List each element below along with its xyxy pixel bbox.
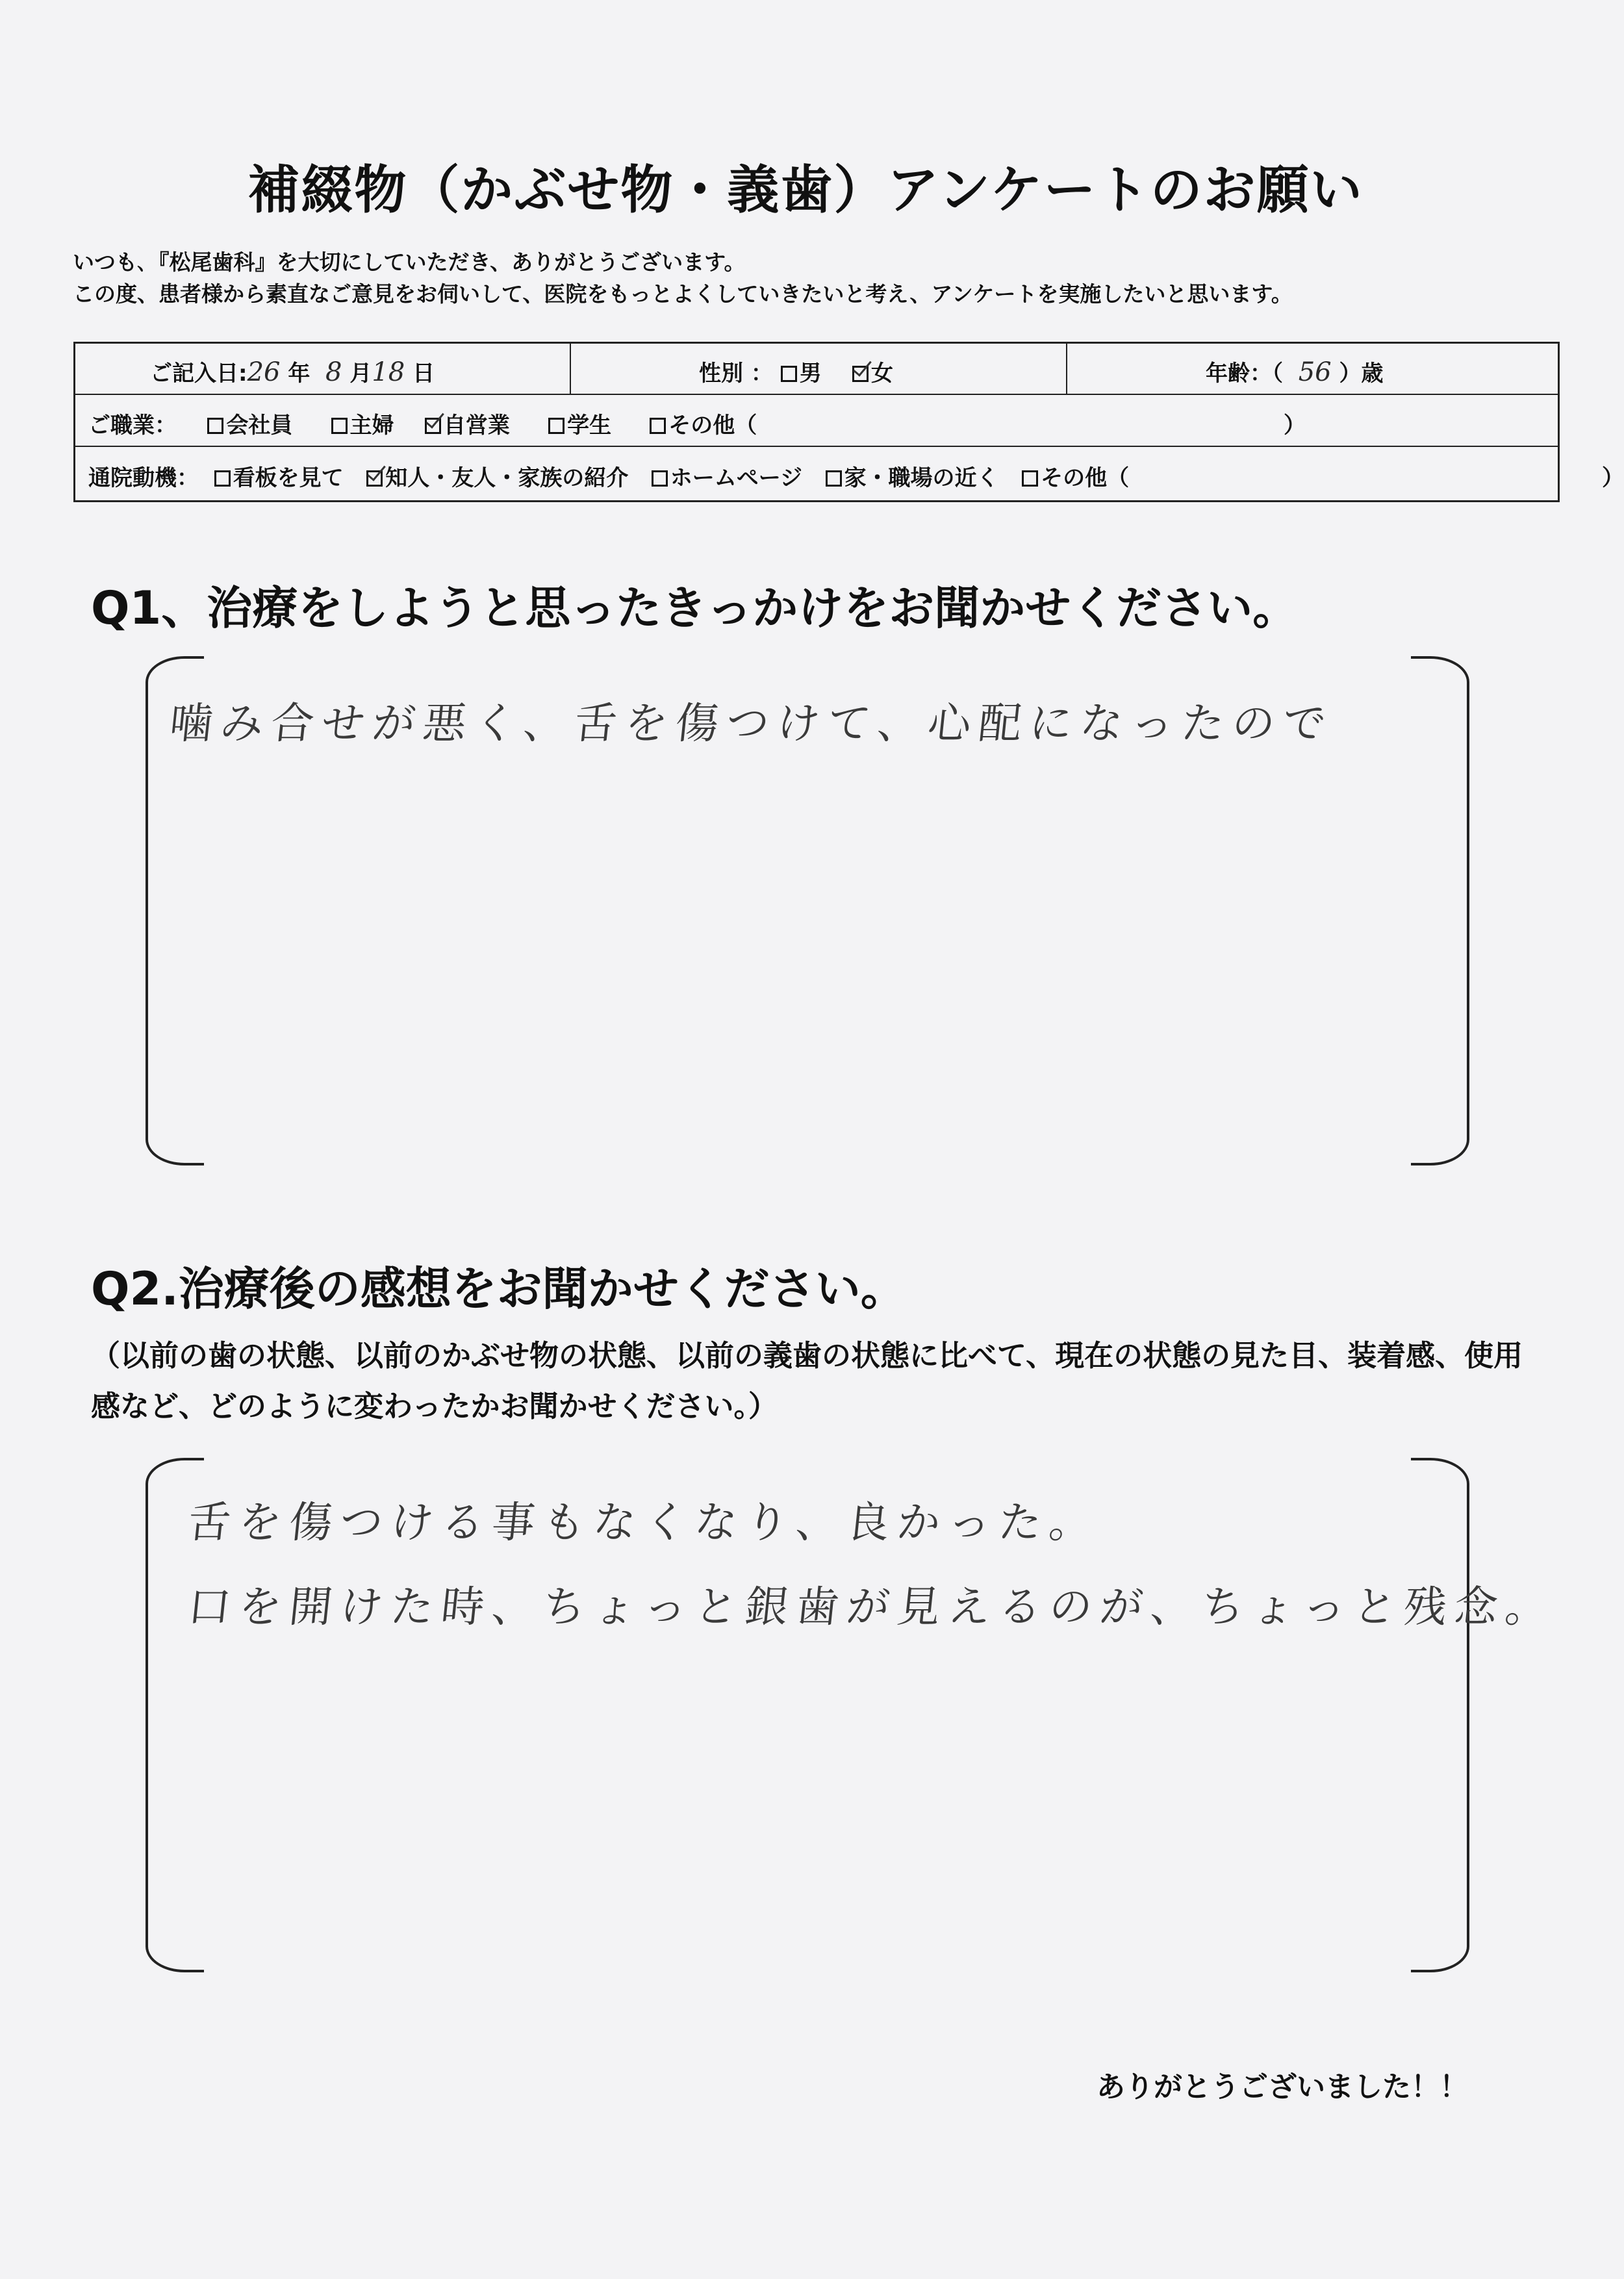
occupation-other-checkbox[interactable] [650, 418, 666, 434]
gender-field [699, 355, 893, 387]
occupation-student-checkbox[interactable] [548, 418, 565, 434]
occupation-option-selfemployed: 自営業 [443, 413, 510, 439]
occupation-label: ご職業： [88, 413, 177, 439]
day-label: 日 [412, 361, 435, 387]
age-suffix: ）歳 [1339, 361, 1384, 387]
motive-close-paren: ） [1602, 465, 1624, 491]
occupation-housewife-checkbox[interactable] [331, 418, 348, 434]
occupation-option-student: 学生 [567, 413, 612, 439]
motive-referral-checkbox[interactable] [366, 470, 383, 487]
info-row-date-gender-age [75, 344, 1558, 395]
occupation-close-paren: ） [1284, 413, 1306, 439]
occupation-option-company: 会社員 [226, 413, 293, 439]
info-row-motive [75, 447, 1624, 500]
gender-label: 性別 ： [699, 361, 773, 387]
intro-line-2: この度、患者様から素直なご意見をお伺いして、医院をもっとよくしていきたいと考え、アンケートを実施したいと思います。 [73, 281, 1293, 307]
motive-homepage-checkbox[interactable] [652, 470, 668, 487]
occupation-option-other: その他（ [668, 413, 757, 439]
year-label: 年 [288, 361, 311, 387]
intro-line-1: いつも､『松尾歯科』を大切にしていただき、ありがとうございます。 [73, 249, 746, 275]
gender-male-checkbox[interactable] [781, 366, 797, 382]
motive-option-other: その他（ [1041, 465, 1130, 491]
q2-question: Q2.治療後の感想をお聞かせください。 [91, 1262, 906, 1316]
q1-answer[interactable]: 噛み合せが悪く、舌を傷つけて、心配になったので [167, 698, 1336, 748]
motive-nearby-checkbox[interactable] [826, 470, 842, 487]
patient-info-table [73, 342, 1624, 502]
occupation-field [88, 407, 757, 439]
info-row-occupation [75, 395, 1558, 447]
occupation-option-housewife: 主婦 [349, 413, 394, 439]
date-label: ご記入日: [150, 361, 247, 387]
gender-female-label: 女 [871, 361, 894, 387]
q1-bracket-right [1411, 656, 1469, 1165]
motive-signboard-checkbox[interactable] [214, 470, 231, 487]
age-label: 年齢：（ [1206, 361, 1283, 387]
q2-answer-line-1[interactable]: 舌を傷つける事もなくなり、良かった。 [185, 1497, 1103, 1547]
motive-option-homepage: ホームページ [670, 465, 803, 491]
age-field[interactable] [1206, 355, 1383, 387]
gender-male-label: 男 [799, 361, 822, 387]
month-label: 月 [349, 361, 372, 387]
date-year-value: 26 [247, 357, 281, 387]
closing-thanks: ありがとうございました！！ [1097, 2070, 1468, 2104]
page-title: 補綴物（かぶせ物・義歯）アンケートのお願い [247, 160, 1364, 220]
q2-answer-line-2[interactable]: 口を開けた時、ちょっと銀歯が見えるのが、ちょっと残念。 [185, 1582, 1559, 1632]
gender-female-checkbox[interactable] [852, 366, 869, 382]
date-field[interactable] [150, 355, 435, 387]
q1-question: Q1、治療をしようと思ったきっかけをお聞かせください。 [91, 581, 1299, 635]
motive-field [88, 460, 1129, 492]
occupation-company-checkbox[interactable] [207, 418, 223, 434]
motive-label: 通院動機： [88, 465, 199, 491]
motive-other-checkbox[interactable] [1022, 470, 1038, 487]
occupation-selfemployed-checkbox[interactable] [425, 418, 441, 434]
motive-option-nearby: 家・職場の近く [844, 465, 999, 491]
motive-option-signboard: 看板を見て [233, 465, 344, 491]
date-day-value: 18 [372, 357, 405, 387]
q2-note: （以前の歯の状態、以前のかぶせ物の状態、以前の義歯の状態に比べて、現在の状態の見た目、装着感、使用感など、どのように変わったかお聞かせください。） [91, 1338, 1523, 1423]
date-month-value: 8 [325, 357, 342, 387]
age-value: 56 [1298, 357, 1332, 387]
q2-bracket-right [1411, 1458, 1469, 1972]
motive-option-referral: 知人・友人・家族の紹介 [385, 465, 629, 491]
